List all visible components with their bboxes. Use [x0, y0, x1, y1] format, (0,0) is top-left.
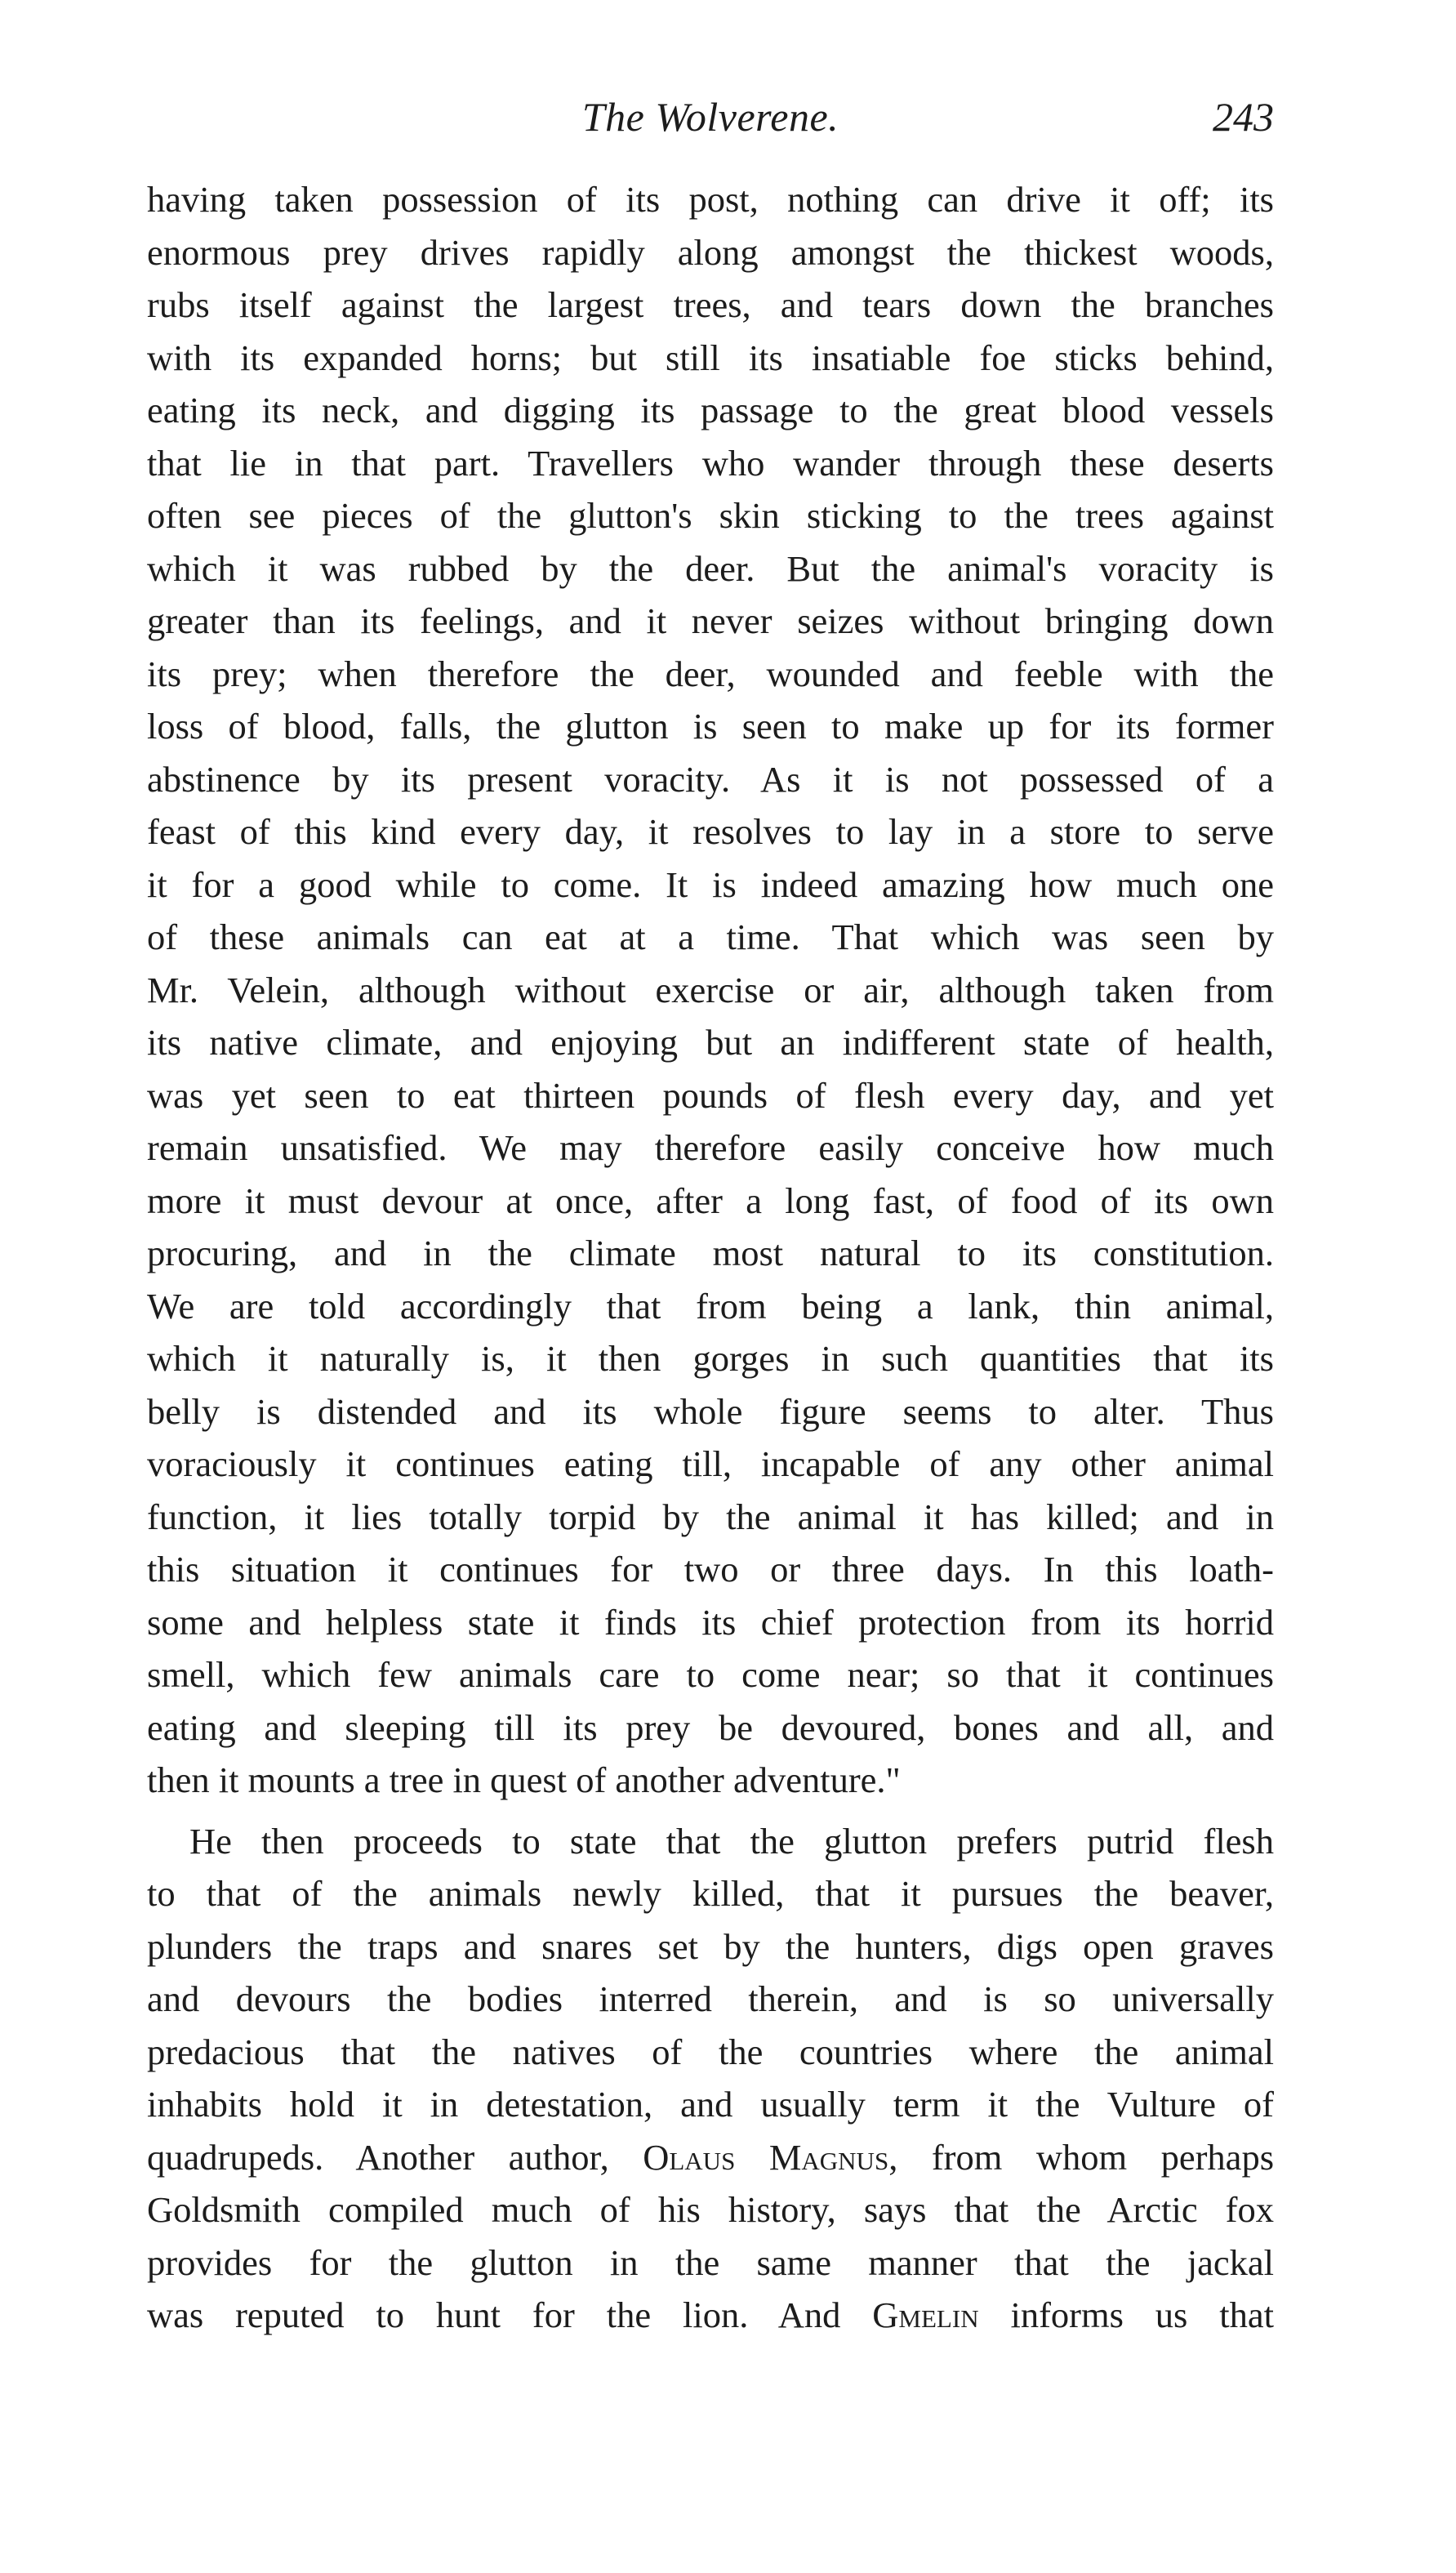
- text-line: smell, which few animals care to come near; so that it continues: [147, 1654, 1274, 1695]
- author-name-olaus-magnus: Olaus Magnus: [643, 2136, 889, 2178]
- text-fragment: was reputed to hunt for the lion. And: [147, 2294, 873, 2335]
- text-line: then it mounts a tree in quest of another adventure.": [147, 1759, 901, 1800]
- text-line: it for a good while to come. It is indeed amazing how much one: [147, 863, 1274, 905]
- text-line: which it naturally is, it then gorges in such quantities that its: [147, 1338, 1274, 1379]
- running-title: The Wolverene.: [581, 94, 839, 140]
- text-line: was yet seen to eat thirteen pounds of flesh every day, and yet: [147, 1074, 1274, 1116]
- text-line: feast of this kind every day, it resolves to lay in a store to serve: [147, 811, 1274, 852]
- text-line: function, it lies totally torpid by the animal it has killed; and in: [147, 1496, 1274, 1537]
- text-line: that lie in that part. Travellers who wander through these deserts: [147, 442, 1274, 484]
- author-name-gmelin: Gmelin: [872, 2294, 979, 2335]
- text-line: this situation it continues for two or three days. In this loath-: [147, 1549, 1274, 1590]
- text-line: voraciously it continues eating till, incapable of any other animal: [147, 1443, 1274, 1484]
- text-line: procuring, and in the climate most natural to its constitution.: [147, 1233, 1274, 1273]
- text-line: its native climate, and enjoying but an indifferent state of health,: [147, 1022, 1274, 1063]
- text-line: remain unsatisfied. We may therefore easily conceive how much: [147, 1127, 1274, 1168]
- text-line: to that of the animals newly killed, that it pursues the beaver,: [147, 1873, 1274, 1914]
- paragraph-gap: [147, 1807, 1274, 1815]
- text-line: rubs itself against the largest trees, and tears down the branches: [147, 284, 1274, 325]
- text-line: predacious that the natives of the countries where the animal: [147, 2031, 1274, 2072]
- text-line: eating and sleeping till its prey be devoured, bones and all, and: [147, 1706, 1274, 1748]
- text-line: more it must devour at once, after a long fast, of food of its own: [147, 1179, 1274, 1221]
- text-line: enormous prey drives rapidly along amongst the thickest woods,: [147, 231, 1274, 273]
- text-line: [147, 2289, 1274, 2342]
- text-fragment: informs us that: [978, 2294, 1274, 2335]
- text-line: He then proceeds to state that the glutton prefers putrid flesh: [189, 1820, 1274, 1862]
- text-line: [147, 2131, 1274, 2184]
- text-line: We are told accordingly that from being a lank, thin animal,: [147, 1285, 1274, 1327]
- text-line: belly is distended and its whole figure seems to alter. Thus: [147, 1390, 1274, 1432]
- text-line: of these animals can eat at a time. That which was seen by: [147, 916, 1274, 957]
- text-fragment: quadrupeds. Another author,: [147, 2136, 643, 2178]
- text-line: eating its neck, and digging its passage to the great blood vessels: [147, 390, 1274, 430]
- text-line: greater than its feelings, and it never seizes without bringing down: [147, 600, 1274, 641]
- text-line: plunders the traps and snares set by the hunters, digs open graves: [147, 1925, 1274, 1967]
- text-line: having taken possession of its post, nothing can drive it off; its: [147, 179, 1274, 220]
- page-number: 243: [1213, 94, 1274, 140]
- text-line: abstinence by its present voracity. As it is not possessed of a: [147, 758, 1274, 800]
- text-line: and devours the bodies interred therein, and is so universally: [147, 1978, 1274, 2019]
- text-line: Goldsmith compiled much of his history, says that the Arctic fox: [147, 2189, 1274, 2230]
- paragraph-1: [147, 173, 1274, 1807]
- text-fragment: , from whom perhaps: [888, 2136, 1274, 2178]
- text-line: which it was rubbed by the deer. But the animal's voracity is: [147, 547, 1274, 589]
- text-line: its prey; when therefore the deer, wounded and feeble with the: [147, 653, 1274, 694]
- text-line: with its expanded horns; but still its insatiable foe sticks behind,: [147, 337, 1274, 378]
- paragraph-2: [147, 1815, 1274, 2342]
- text-line: provides for the glutton in the same manner that the jackal: [147, 2241, 1274, 2283]
- text-line: often see pieces of the glutton's skin sticking to the trees against: [147, 495, 1274, 536]
- text-line: inhabits hold it in detestation, and usually term it the Vulture of: [147, 2084, 1274, 2125]
- running-header: [147, 88, 1274, 145]
- text-line: Mr. Velein, although without exercise or air, although taken from: [147, 969, 1274, 1010]
- body-text: [147, 173, 1274, 2342]
- text-line: some and helpless state it finds its chief protection from its horrid: [147, 1601, 1274, 1643]
- text-line: loss of blood, falls, the glutton is seen to make up for its former: [147, 706, 1274, 747]
